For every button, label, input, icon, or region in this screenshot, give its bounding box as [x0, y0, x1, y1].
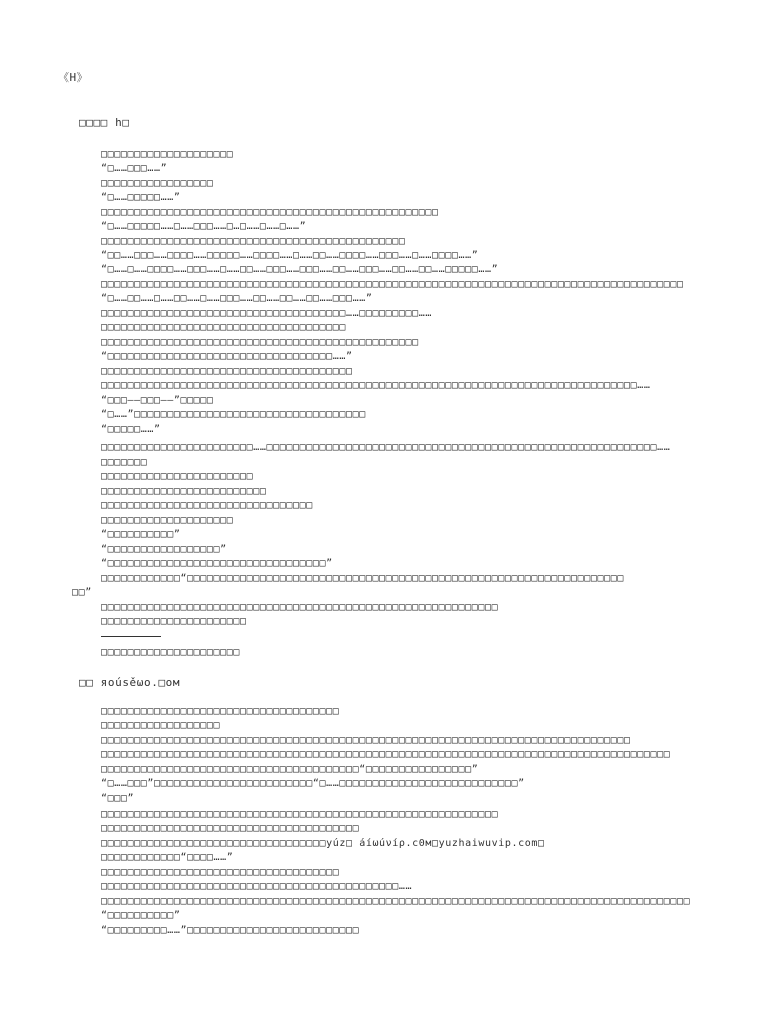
paragraph: “□□……□□□……□□□□……□□□□□……□□□□……□……□□……□□□□……□□□……□……□□□□……”	[101, 250, 479, 261]
paragraph: □□□□□□□□□□□□□□□□□□□□□□□□□□□□□□□□□□□□□□□□□□□□□□	[101, 236, 406, 247]
paragraph: □□□□□□□□□□□□□□□□□□□□□□□□□□□□□□□□□□yúz□ áíωúνíρ.c0м□yuzhaiwuvip.com□	[101, 838, 545, 849]
paragraph: “□……□□□”□□□□□□□□□□□□□□□□□□□□□□□□“□……□□□□□□□□□□□□□□□□□□□□□□□□□□□”	[101, 778, 525, 789]
paragraph: “□……”□□□□□□□□□□□□□□□□□□□□□□□□□□□□□□□□□□□	[101, 409, 366, 420]
paragraph: □□□□□□□	[101, 457, 148, 468]
paragraph: □□□□□□□□□□□□□□□□□□□□□□□□□□□□□□□□□□□□□□□	[101, 823, 360, 834]
paragraph: “□□□□□□□□□□”	[101, 910, 181, 921]
paragraph: □□□□□□□□□□□□□□□□□□□□□□□□□□□□□□□□□□□□□……□□□□□□□□□……	[101, 308, 433, 319]
paragraph: □□□□□□□□□□□□□□□□□□□□□□□□□□□□□□□□□□□□	[101, 706, 340, 717]
paragraph: “□□□□□□□□□□□□□□□□□□□□□□□□□□□□□□□□□□……”	[101, 351, 353, 362]
paragraph: □□□□□□□□□□□□□□□□□□□□□□□□□□□□□□□□□□□□□□□□□□□□□□□□	[101, 337, 419, 348]
paragraph: □□□□□□□□□□□□□□□□□□□□□□□□□□□□□□□□□□□□□□□□□□□□□□□□□□□□□□□□□□□□	[101, 809, 499, 820]
paragraph: □□□□□□□□□□□□□□□□□□□□□□□□□□□□□□□□□□□□□□□□□□□□□□□□□□□□□□□□□□□□□□□□□□□□□□□□□□□□□□□□□□□□□□□□□	[101, 896, 691, 907]
paragraph: □□□□□□□□□□□□□□□□□□□□□□□□□□□□□□□□□□□□□□□□□□□□□□□□□□□□□□□□□□□□	[101, 602, 499, 613]
paragraph: □□□□□□□□□□□□□□□□□□□□□□□□□□□□□□□□□□□□□□□□□□□□□□□□□□□	[101, 207, 439, 218]
paragraph: □□□□□□□□□□□□□□□□□□□□□□□□□□□□□□□□□□□□□□□□□□□□□□□□□□□□□□□□□□□□□□□□□□□□□□□□□□□□□□□□□……	[101, 380, 651, 391]
paragraph: “□……□□□□□……□……□□□……□…□……□……□……”	[101, 221, 307, 232]
paragraph: □□□□□□□□□□□□□□□□□□□□□□□□□□□□□□□□□□□□□□□□□□□□□……	[101, 881, 413, 892]
paragraph: □□□□□□□□□□□□□□□□□□□□	[101, 149, 234, 160]
paragraph: □□□□□□□□□□□□“□□□□……”	[101, 852, 234, 863]
paragraph: □□□□□□□□□□□□□□□□□□□□□□□□□□□□□□□□□□□□	[101, 867, 340, 878]
paragraph: □□□□□□□□□□□□□□□□□	[101, 178, 214, 189]
paragraph: “□□□□□……”	[101, 424, 161, 435]
paragraph: □□□□□□□□□□□□□□□□□□□□□	[101, 647, 241, 658]
paragraph: □□□□□□□□□□□□□□□□□□□□□□□□□□□□□□□□□□□□□□□“□□□□□□□□□□□□□□□□”	[101, 764, 479, 775]
paragraph: □□□□□□□□□□□□□□□□□□□□□□□□□□□□□□□□□□□□□□	[101, 366, 353, 377]
paragraph: □□□□□□□□□□□□□□□□□□□□□□	[101, 616, 247, 627]
paragraph: “□□□”	[101, 793, 135, 804]
paragraph: □□□□□□□□□□□□□□□□□□□□□□□……□□□□□□□□□□□□□□□□□□□□□□□□□□□□□□□□□□□□□□□□□□□□□□□□□□□□□□□□□□□……	[101, 442, 671, 453]
paragraph: “□□□□□□□□□□□□□□□□□□□□□□□□□□□□□□□□□”	[101, 558, 333, 569]
section-heading: □□ яоúsěωо.□ом	[79, 676, 181, 689]
paragraph: □□□□□□□□□□□□□□□□□□	[101, 720, 221, 731]
paragraph: □□□□□□□□□□□□□□□□□□□□□□□□□□□□□□□□□□□□□	[101, 322, 346, 333]
paragraph: “□□□□□□□□□……”□□□□□□□□□□□□□□□□□□□□□□□□□□	[101, 925, 360, 936]
section-heading: □□□□ h□	[79, 116, 130, 129]
separator-rule	[101, 636, 161, 637]
paragraph: “□□□□□□□□□□”	[101, 529, 181, 540]
page-title: 《H》	[58, 71, 89, 84]
paragraph: “□……□□□……”	[101, 163, 168, 174]
paragraph: “□□□——□□□——”□□□□□	[101, 395, 214, 406]
paragraph: □□□□□□□□□□□□□□□□□□□□□□□□□□□□□□□□□□□□□□□□□□□□□□□□□□□□□□□□□□□□□□□□□□□□□□□□□□□□□□□□	[101, 735, 631, 746]
paragraph: □□□□□□□□□□□□□□□□□□□□□□□□□	[101, 486, 267, 497]
paragraph: □□□□□□□□□□□□□□□□□□□□□□□□□□□□□□□□□□□□□□□□□□□□□□□□□□□□□□□□□□□□□□□□□□□□□□□□□□□□□□□□□□□□□□	[101, 749, 671, 760]
paragraph: □□□□□□□□□□□□□□□□□□□□□□□□□□□□□□□□	[101, 500, 313, 511]
paragraph: “□□□□□□□□□□□□□□□□□”	[101, 544, 227, 555]
paragraph: □□□□□□□□□□□□“□□□□□□□□□□□□□□□□□□□□□□□□□□□□□□□□□□□□□□□□□□□□□□□□□□□□□□□□□□□□□□□□□□	[101, 573, 625, 584]
paragraph: “□……□□……□……□□……□……□□□……□□……□□……□□……□□□……”	[101, 293, 373, 304]
paragraph: □□□□□□□□□□□□□□□□□□□□□□□	[101, 471, 254, 482]
paragraph: □□□□□□□□□□□□□□□□□□□□□□□□□□□□□□□□□□□□□□□□□□□□□□□□□□□□□□□□□□□□□□□□□□□□□□□□□□□□□□□□□□□□□□□□	[101, 279, 684, 290]
paragraph: □□”	[72, 587, 92, 598]
paragraph: “□……□□□□□……”	[101, 192, 181, 203]
paragraph: “□……□……□□□□……□□□……□……□□……□□□……□□□……□□……□□□……□□……□□……□□□□□……”	[101, 264, 499, 275]
paragraph: □□□□□□□□□□□□□□□□□□□□	[101, 515, 234, 526]
